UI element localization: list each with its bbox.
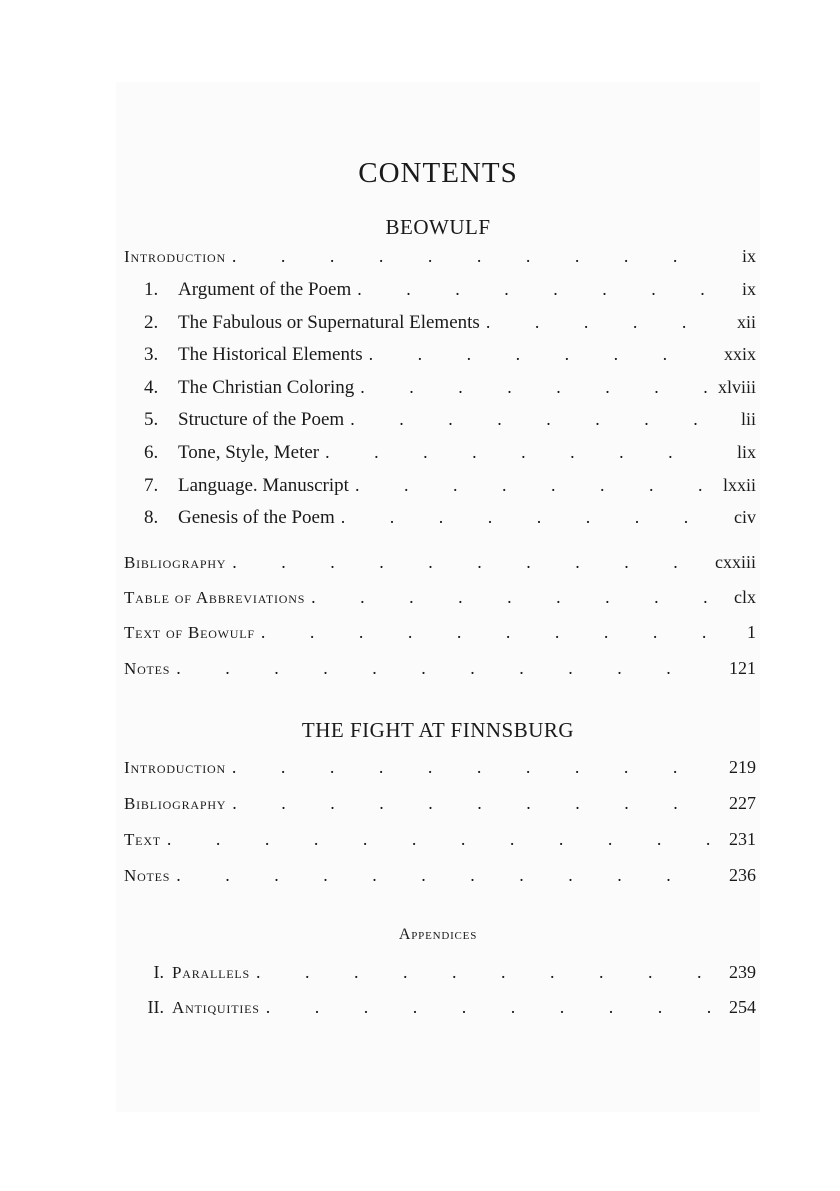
- toc-label: Bibliography: [124, 794, 227, 813]
- dot-leader: [311, 587, 710, 608]
- toc-label: Introduction: [124, 758, 226, 777]
- toc-label: Introduction: [124, 247, 226, 266]
- book-page: [116, 82, 760, 1112]
- toc-label: Tone, Style, Meter: [178, 442, 320, 463]
- toc-section-number: 7.: [144, 475, 159, 496]
- dot-leader: [360, 377, 710, 398]
- dot-leader: [232, 552, 709, 573]
- toc-appendix-number: I.: [153, 962, 164, 982]
- toc-label: Genesis of the Poem: [178, 507, 335, 528]
- dot-leader: [176, 865, 710, 886]
- toc-section-number: 1.: [144, 279, 159, 300]
- toc-page-number: xii: [736, 312, 756, 332]
- toc-entry-section-8[interactable]: [144, 507, 756, 535]
- toc-page-number: 236: [729, 865, 756, 885]
- toc-page-number: 121: [729, 658, 756, 678]
- toc-page-number: cxxiii: [715, 552, 756, 572]
- toc-page-number: 231: [729, 829, 756, 849]
- toc-entry-section-3[interactable]: [144, 344, 756, 372]
- toc-entry-beowulf-abbreviations[interactable]: [124, 587, 756, 615]
- dot-leader: [350, 409, 710, 430]
- dot-leader: [369, 344, 710, 365]
- toc-entry-beowulf-bibliography[interactable]: [124, 552, 756, 580]
- toc-label: Antiquities: [172, 998, 260, 1017]
- toc-section-number: 5.: [144, 409, 159, 430]
- toc-label: Argument of the Poem: [178, 279, 352, 300]
- toc-label: Structure of the Poem: [178, 409, 345, 430]
- toc-label: Language. Manuscript: [178, 475, 349, 496]
- toc-label: Notes: [124, 866, 171, 885]
- toc-section-number: 3.: [144, 344, 159, 365]
- finnsburg-heading: THE FIGHT AT FINNSBURG: [301, 718, 575, 742]
- toc-section-number: 6.: [144, 442, 159, 463]
- toc-section-number: 4.: [144, 377, 159, 398]
- toc-label: Bibliography: [124, 553, 227, 572]
- toc-entry-beowulf-text[interactable]: [124, 622, 756, 650]
- toc-page-number: lxxii: [722, 475, 756, 495]
- dot-leader: [266, 997, 710, 1018]
- toc-entry-section-4[interactable]: [144, 377, 756, 405]
- toc-entry-finnsburg-notes[interactable]: [124, 865, 756, 893]
- toc-entry-appendix-2[interactable]: [116, 997, 756, 1025]
- toc-section-number: 8.: [144, 507, 159, 528]
- toc-label: Parallels: [172, 963, 250, 982]
- dot-leader: [167, 829, 710, 850]
- toc-page-number: civ: [734, 507, 756, 527]
- dot-leader: [261, 622, 710, 643]
- toc-page-number: 239: [729, 962, 756, 982]
- toc-page-number: xlviii: [717, 377, 756, 397]
- toc-page-number: clx: [734, 587, 756, 607]
- toc-page-number: ix: [741, 279, 756, 299]
- dot-leader: [232, 757, 710, 778]
- toc-page-number: 1: [747, 622, 756, 642]
- toc-label: Table of Abbreviations: [124, 588, 306, 607]
- toc-entry-section-5[interactable]: [144, 409, 756, 437]
- contents-title: CONTENTS: [358, 157, 518, 189]
- dot-leader: [256, 962, 710, 983]
- toc-entry-section-2[interactable]: [144, 312, 756, 340]
- toc-entry-finnsburg-text[interactable]: [124, 829, 756, 857]
- toc-label: The Fabulous or Supernatural Elements: [178, 312, 480, 333]
- toc-page-number: 219: [729, 757, 756, 777]
- toc-entry-appendix-1[interactable]: [116, 962, 756, 990]
- toc-section-number: 2.: [144, 312, 159, 333]
- toc-entry-finnsburg-bibliography[interactable]: [124, 793, 756, 821]
- toc-label: The Historical Elements: [178, 344, 363, 365]
- toc-entry-section-1[interactable]: [144, 279, 756, 307]
- dot-leader: [355, 475, 710, 496]
- dot-leader: [486, 312, 710, 333]
- toc-page-number: lix: [736, 442, 756, 462]
- toc-label: Text of Beowulf: [124, 623, 255, 642]
- toc-label: Text: [124, 830, 161, 849]
- dot-leader: [325, 442, 710, 463]
- dot-leader: [357, 279, 710, 300]
- dot-leader: [232, 246, 710, 267]
- toc-page-number: lii: [740, 409, 756, 429]
- toc-appendix-number: II.: [147, 997, 164, 1017]
- toc-entry-beowulf-introduction[interactable]: [124, 246, 756, 274]
- toc-entry-section-7[interactable]: [144, 475, 756, 503]
- dot-leader: [176, 658, 710, 679]
- appendices-heading: Appendices: [398, 926, 478, 943]
- toc-entry-section-6[interactable]: [144, 442, 756, 470]
- toc-label: Notes: [124, 659, 171, 678]
- dot-leader: [341, 507, 710, 528]
- toc-page-number: ix: [741, 246, 756, 266]
- toc-label: The Christian Coloring: [178, 377, 355, 398]
- beowulf-heading: BEOWULF: [385, 215, 491, 239]
- dot-leader: [232, 793, 710, 814]
- toc-page-number: xxix: [723, 344, 756, 364]
- toc-page-number: 227: [729, 793, 756, 813]
- toc-page-number: 254: [729, 997, 756, 1017]
- toc-entry-finnsburg-introduction[interactable]: [124, 757, 756, 785]
- toc-entry-beowulf-notes[interactable]: [124, 658, 756, 686]
